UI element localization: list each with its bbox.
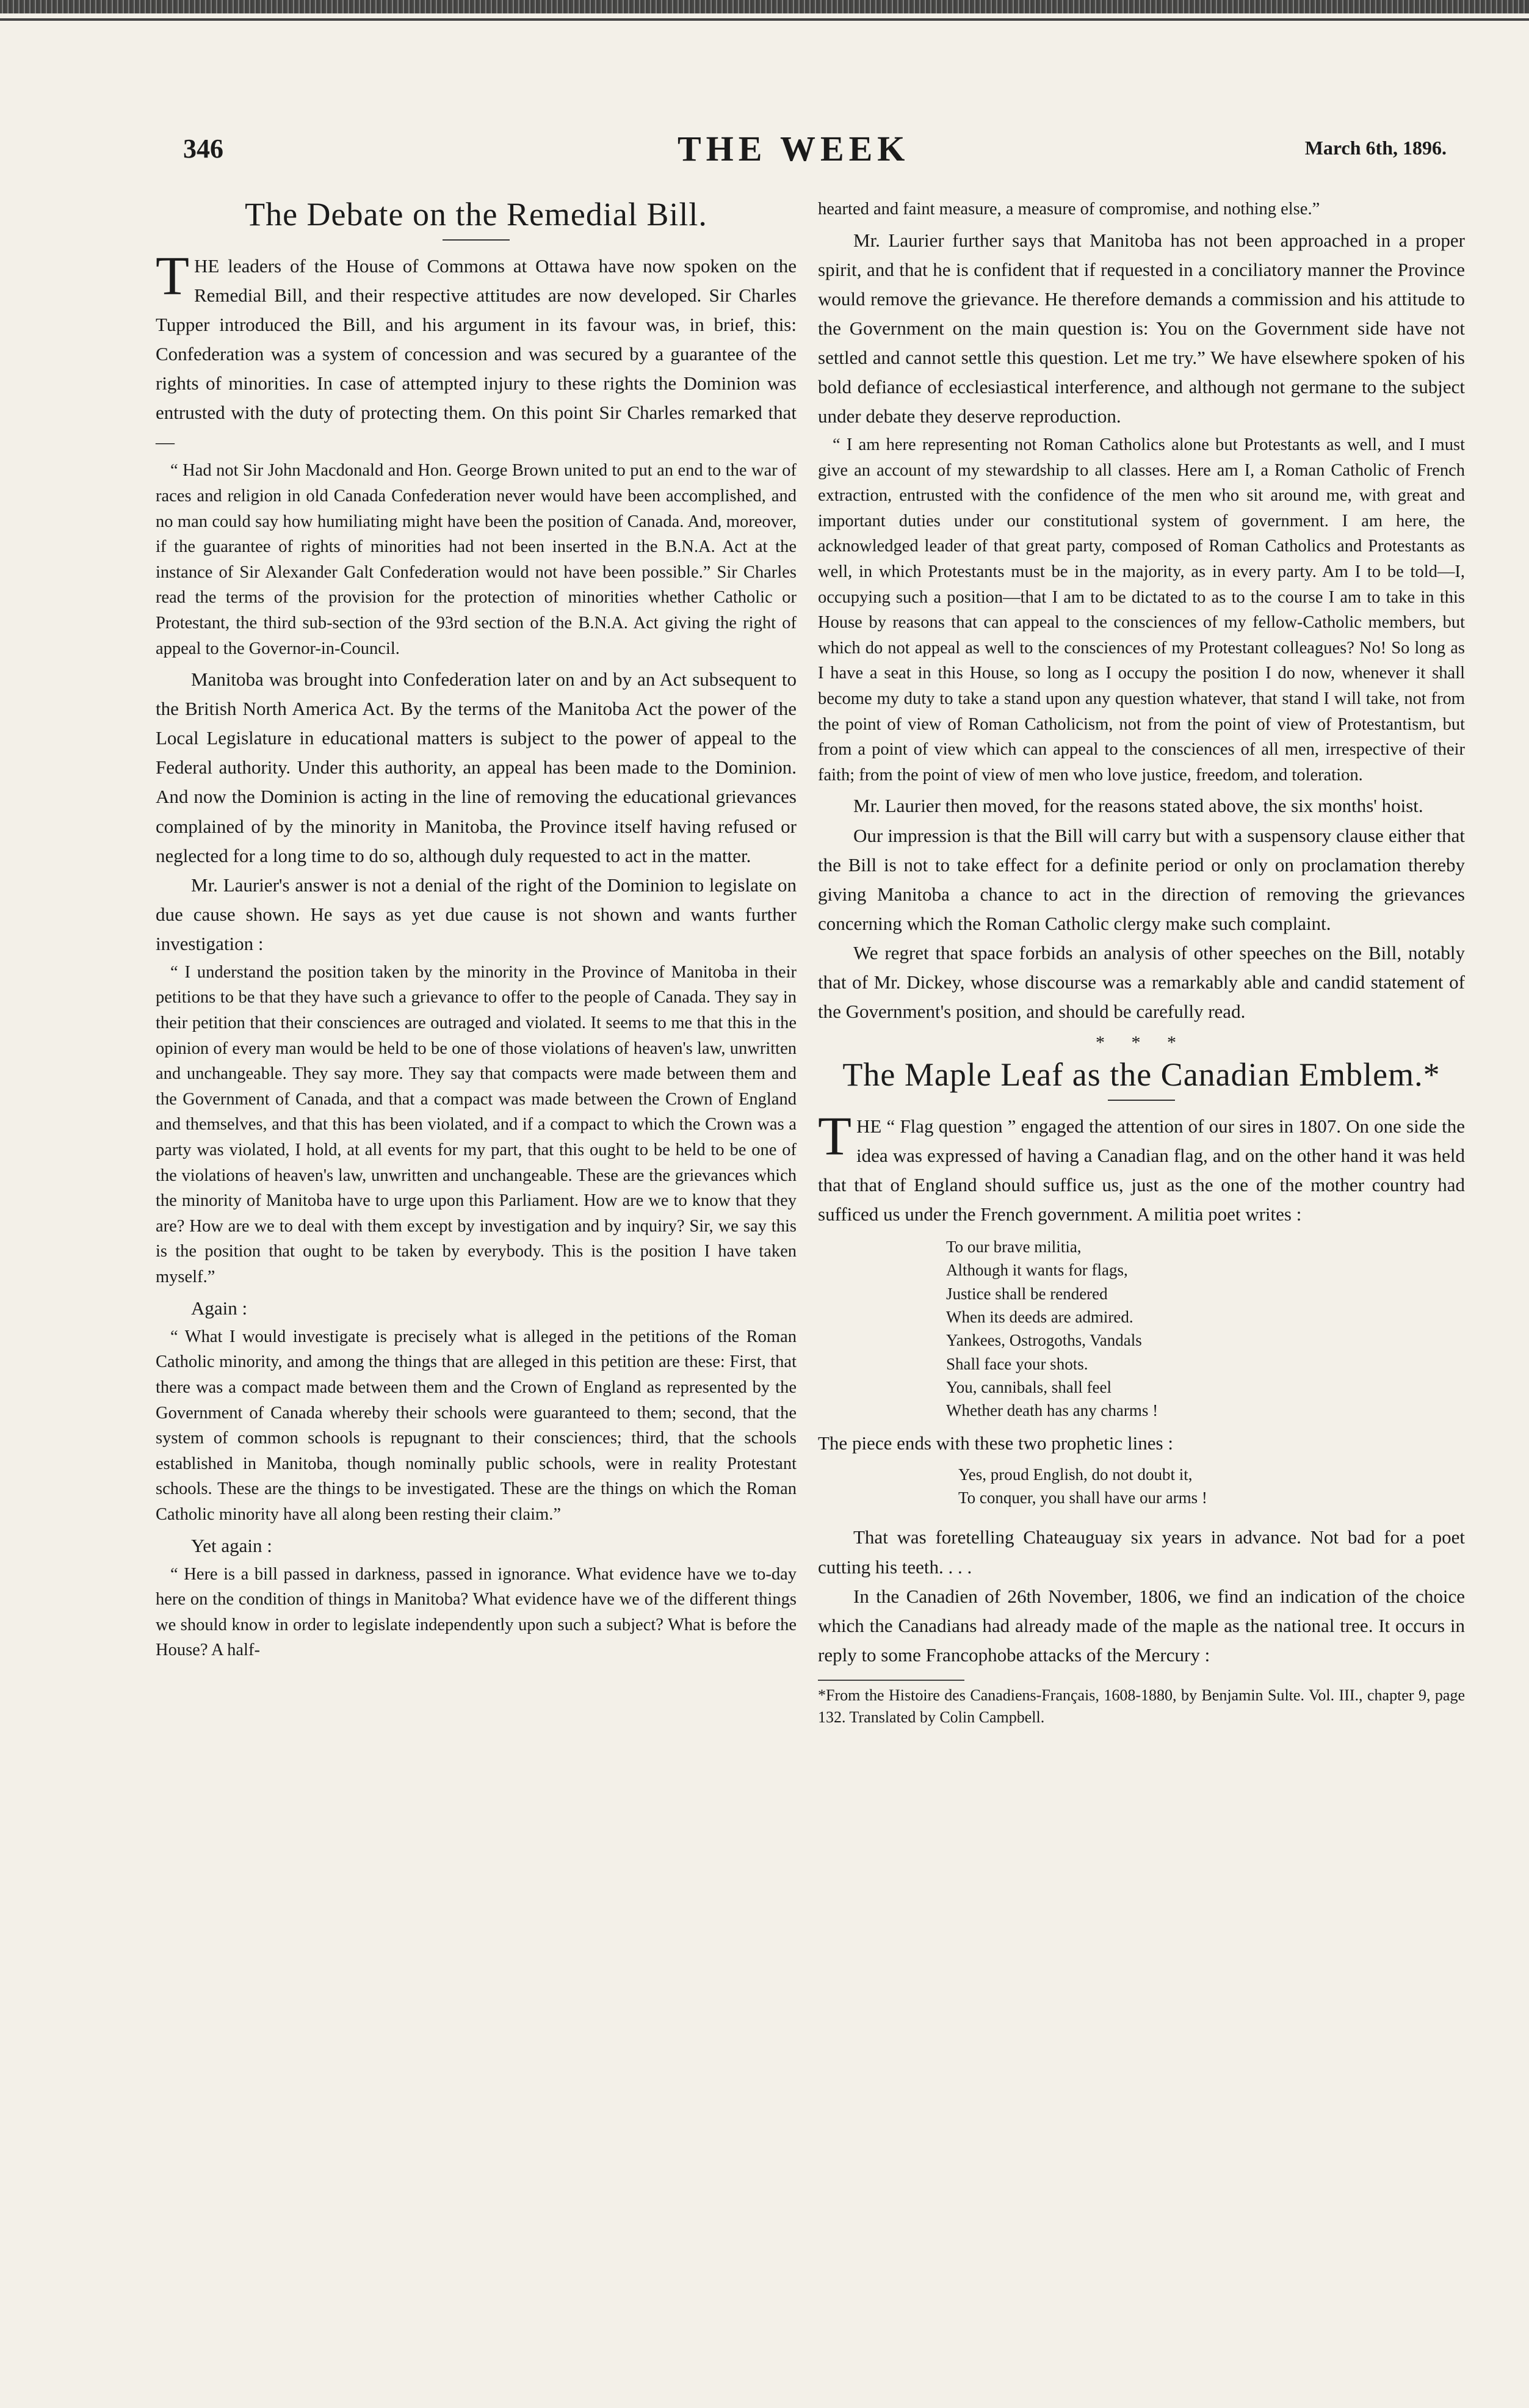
poem: [818, 1235, 1465, 1423]
title-rule: [443, 239, 510, 241]
drop-cap: T: [818, 1106, 851, 1167]
article-title-maple-leaf: The Maple Leaf as the Canadian Emblem.*: [842, 1056, 1440, 1093]
quotation-continued: hearted and faint measure, a measure of compromise, and nothing else.”: [818, 200, 1320, 219]
article-title-remedial-bill: The Debate on the Remedial Bill.: [245, 196, 707, 233]
title-rule: [1108, 1100, 1175, 1101]
poem-line: When its deeds are admired.: [946, 1308, 1133, 1327]
quotation: “ What I would investigate is precisely what is alleged in the petitions of the Roman Catholic minority, and among the things that are alleged in this petition are these: First, that there was a compact made between them and the Crown of England as represented by the Government of Canada whereby their schools were guaranteed to them; second, that the system of common schools is repugnant to their consciences; third, that the schools established in Manitoba, though nominally public schools, were in reality Protestant schools. These are the things to be investigated. These are the things on which the Roman Catholic minority have all along been resting their claim.”: [156, 1327, 797, 1524]
paragraph: Mr. Laurier further says that Manitoba has not been approached in a proper spirit, and that he is confident that if requested in a conciliatory manner the Province would remove the grievance. He therefore demands a commission and his attitude to the Government on the main question is: You on the Government side have not settled and cannot settle this question. Let me try.” We have elsewhere spoken of his bold defiance of ecclesiastical interference, and although not germane to the subject under debate they deserve reproduction.: [818, 229, 1465, 427]
quotation: “ Here is a bill passed in darkness, passed in ignorance. What evidence have we to-day here on the condition of things in Manitoba? What evidence have we of the different things we should know in order to legislate independently upon such a subject? What is before the House? A half-: [156, 1564, 797, 1660]
paragraph: The piece ends with these two prophetic lines :: [818, 1432, 1173, 1454]
poem-line: Whether death has any charms !: [946, 1401, 1158, 1420]
page-number: 346: [183, 134, 223, 164]
paragraph: Mr. Laurier then moved, for the reasons stated above, the six months' hoist.: [853, 795, 1423, 817]
right-column: [818, 195, 1465, 1728]
quotation: “ I understand the position taken by the minority in the Province of Manitoba in their petitions to be that they have such a grievance to offer to the people of Canada. They say in their petition that their consciences are outraged and violated. It seems to me that this in the opinion of every man would be held to be one of those violations of heaven's law, unwritten and unchangeable. They say more. They say that compacts were made between them and the Government of Canada, and that a compact was made between the Crown of England and themselves, and that this has been violated, and if a compact to which the Crown was a party was violated, I hold, at all events for my part, that this ought to be held to be one of the violations of heaven's law, unwritten and unchangeable. These are the grievances which the minority of Manitoba have to urge upon this Parliament. How are we to know that they are? How are we to deal with them except by investigation and by inquiry? Sir, we say this is the position that ought to be taken by everybody. This is the position I have taken myself.”: [156, 962, 797, 1287]
paragraph-text: HE leaders of the House of Commons at Ottawa have now spoken on the Remedial Bill, and their respective attitudes are now developed. Sir Charles Tupper introduced the Bill, and his argument in its favour was, in brief, this: Confederation was a system of concession and was secured by a guarantee of the rights of minorities. In case of attempted injury to these rights the Dominion was entrusted with the duty of protecting them. On this point Sir Charles remarked that—: [156, 255, 797, 453]
paragraph-text: HE “ Flag question ” engaged the attention of our sires in 1807. On one side the idea was expressed of having a Canadian flag, and on the other hand it was held that that of England should suffice us, just as the one of the mother country had sufficed us under the French government. A militia poet writes :: [818, 1115, 1465, 1225]
poem-line: To our brave militia,: [946, 1238, 1082, 1257]
paragraph: Manitoba was brought into Confederation later on and by an Act subsequent to the British North America Act. By the terms of the Manitoba Act the power of the Local Legislature in educational matters is subject to the power of appeal to the Federal authority. Under this authority, an appeal has been made to the Dominion. And now the Dominion is acting in the line of removing the educational grievances complained of by the minority in Manitoba, the Province itself having refused or neglected for a long time to do so, although duly requested to act in the matter.: [156, 669, 797, 866]
paragraph: Our impression is that the Bill will carry but with a suspensory clause either that the Bill is not to take effect for a definite period or only on proclamation thereby giving Manitoba a chance to act in the direction of removing the grievances concerning which the Roman Catholic clergy make such complaint.: [818, 824, 1465, 934]
poem-line: You, cannibals, shall feel: [946, 1378, 1112, 1397]
poem-line: Yes, proud English, do not doubt it,: [958, 1465, 1193, 1484]
quote-label: Again :: [191, 1297, 248, 1319]
poem-line: Justice shall be rendered: [946, 1284, 1108, 1303]
paragraph: [156, 246, 797, 457]
paragraph: [818, 1106, 1465, 1229]
poem-line: Although it wants for flags,: [946, 1261, 1128, 1280]
section-separator: * * *: [1096, 1032, 1187, 1053]
paragraph: We regret that space forbids an analysis of other speeches on the Bill, notably that of Mr. Dickey, whose discourse was a remarkably able and candid statement of the Government's position, and should be carefully read.: [818, 941, 1465, 1022]
footnote: *From the Histoire des Canadiens-Français, 1608-1880, by Benjamin Sulte. Vol. III., chapter 9, page 132. Translated by Colin Campbell.: [818, 1686, 1465, 1727]
left-column: [156, 195, 797, 1667]
journal-title: THE WEEK: [678, 129, 910, 169]
page-header: [183, 128, 1459, 177]
paragraph: Mr. Laurier's answer is not a denial of the right of the Dominion to legislate on due cause shown. He says as yet due cause is not shown and wants further investigation :: [156, 874, 797, 954]
drop-cap: T: [156, 246, 189, 307]
poem-line: To conquer, you shall have our arms !: [958, 1489, 1207, 1507]
footnote-rule: [818, 1680, 964, 1681]
paragraph: That was foretelling Chateauguay six years in advance. Not bad for a poet cutting his teeth. . . .: [818, 1526, 1465, 1578]
top-border-decoration: [0, 0, 1529, 13]
poem-line: Shall face your shots.: [946, 1354, 1088, 1373]
issue-date: March 6th, 1896.: [1304, 137, 1447, 159]
quotation: “ I am here representing not Roman Catholics alone but Protestants as well, and I must give an account of my stewardship to all classes. Here am I, a Roman Catholic of French extraction, entrusted with the confidence of the men who sit around me, with great and important duties under our constitutional system of government. I am here, the acknowledged leader of that great party, composed of Roman Catholics and Protestants as well, in which Protestants must be in the majority, as in every party. Am I to be told—I, occupying such a position—that I am to be dictated to as to the course I am to take in this House by reasons that can appeal to the consciences of my fellow-Catholic members, but which do not appeal as well to the consciences of my Protestant colleagues? No! So long as I have a seat in this House, so long as I occupy the position I do now, whenever it shall become my duty to take a stand upon any question whatever, that stand I will take, not from the point of view of Roman Catholicism, not from the point of view of Protestantism, but from a point of view which can appeal to the consciences of all men, irrespective of their faith; from the point of view of men who love justice, freedom, and toleration.: [818, 435, 1465, 785]
paragraph: In the Canadien of 26th November, 1806, we find an indication of the choice which the Canadians had already made of the maple as the national tree. It occurs in reply to some Francophobe attacks of the Mercury :: [818, 1585, 1465, 1666]
quotation: “ Had not Sir John Macdonald and Hon. George Brown united to put an end to the war of races and religion in old Canada Confederation never would have been accomplished, and no man could say how humiliating might have been the position of Canada. And, moreover, if the guarantee of rights of minorities had not been inserted in the B.N.A. Act at the instance of Sir Alexander Galt Confederation would not have been possible.” Sir Charles read the terms of the provision for the protection of minorities whether Catholic or Protestant, the third sub-section of the 93rd section of the B.N.A. Act giving the right of appeal to the Governor-in-Council.: [156, 461, 797, 658]
quote-label: Yet again :: [191, 1534, 272, 1556]
poem-line: Yankees, Ostrogoths, Vandals: [946, 1331, 1142, 1350]
top-border-line: [0, 18, 1529, 21]
poem: [818, 1463, 1465, 1510]
